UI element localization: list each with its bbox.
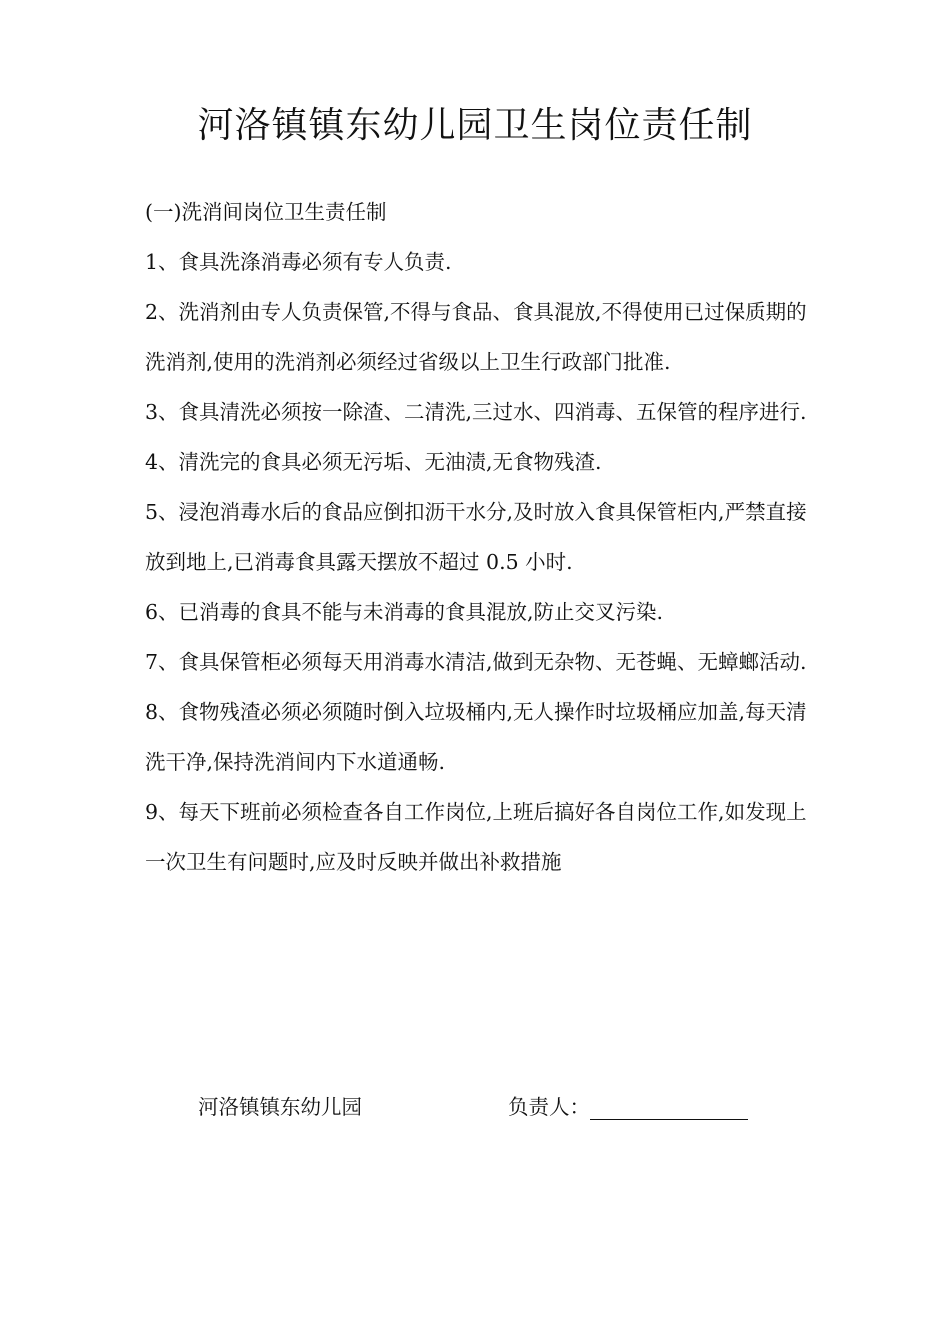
rule-item-4: 4、清洗完的食具必须无污垢、无油渍,无食物残渣. [145,450,602,474]
rule-item-7: 7、食具保管柜必须每天用消毒水清洁,做到无杂物、无苍蝇、无蟑螂活动. [145,650,807,674]
rule-item-2: 2、洗消剂由专人负责保管,不得与食品、食具混放,不得使用已过保质期的洗消剂,使用的洗消剂必须经过省级以上卫生行政部门批准. [145,300,807,374]
rule-item-5: 5、浸泡消毒水后的食品应倒扣沥干水分,及时放入食具保管柜内,严禁直接放到地上,已消毒食具露天摆放不超过 0.5 小时. [145,500,807,574]
footer-organization: 河洛镇镇东幼儿园 [198,1095,362,1119]
rule-item-9: 9、每天下班前必须检查各自工作岗位,上班后搞好各自岗位工作,如发现上一次卫生有问题时,应及时反映并做出补救措施 [145,800,807,874]
rule-item-3: 3、食具清洗必须按一除渣、二清洗,三过水、四消毒、五保管的程序进行. [145,400,807,424]
document-title: 河洛镇镇东幼儿园卫生岗位责任制 [197,105,753,146]
footer-responsible [508,1087,748,1127]
rule-item-6: 6、已消毒的食具不能与未消毒的食具混放,防止交叉污染. [145,600,664,624]
rule-item-8: 8、食物残渣必须必须随时倒入垃圾桶内,无人操作时垃圾桶应加盖,每天清洗干净,保持洗消间内下水道通畅. [145,700,807,774]
rule-item-1: 1、食具洗涤消毒必须有专人负责. [145,250,452,274]
section-heading: (一)洗消间岗位卫生责任制 [145,200,387,224]
document-body [145,187,810,887]
responsible-label: 负责人： [508,1095,590,1119]
signature-line [590,1095,748,1120]
